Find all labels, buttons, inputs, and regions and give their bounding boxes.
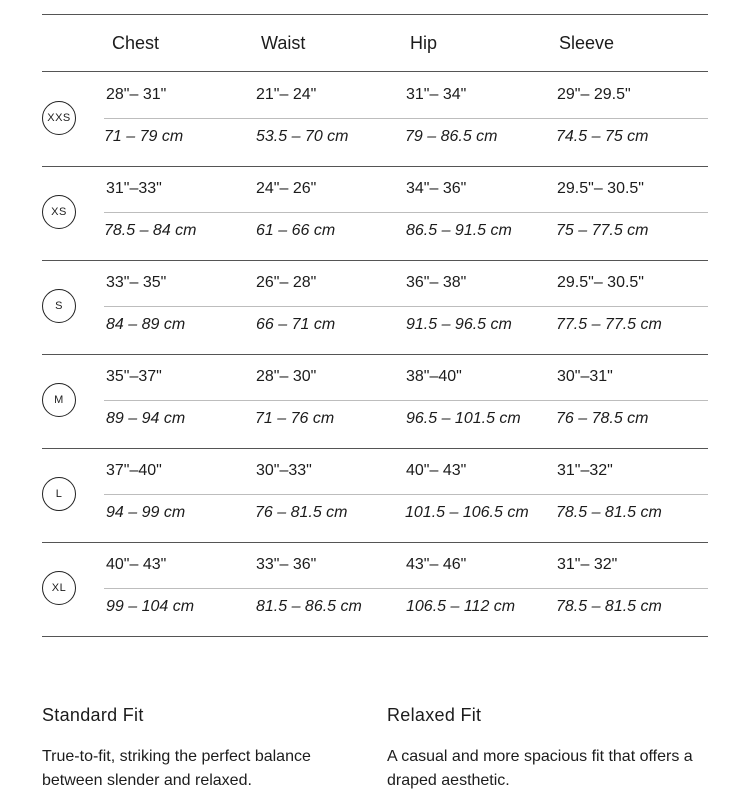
sleeve-inches: 30"–31" xyxy=(557,368,613,385)
row-inner-divider xyxy=(104,306,708,307)
waist-inches: 26"– 28" xyxy=(256,274,317,291)
chest-cm: 84 – 89 cm xyxy=(106,316,186,333)
row-inner-divider xyxy=(104,494,708,495)
chest-cm: 99 – 104 cm xyxy=(106,598,195,615)
relaxed-fit-section xyxy=(387,705,717,793)
size-badge: XL xyxy=(42,571,76,605)
standard-fit-description: True-to-fit, striking the perfect balance between slender and relaxed. xyxy=(42,748,311,789)
chest-inches: 35"–37" xyxy=(106,368,162,385)
chest-inches: 33"– 35" xyxy=(106,274,167,291)
hip-inches: 40"– 43" xyxy=(406,462,467,479)
header-sleeve: Sleeve xyxy=(559,33,615,53)
size-row-l xyxy=(42,448,708,542)
waist-inches: 24"– 26" xyxy=(256,180,317,197)
sleeve-cm: 77.5 – 77.5 cm xyxy=(556,316,662,333)
row-inner-divider xyxy=(104,400,708,401)
chest-cm: 94 – 99 cm xyxy=(106,504,186,521)
size-badge: M xyxy=(42,383,76,417)
chest-inches: 40"– 43" xyxy=(106,556,167,573)
hip-cm: 106.5 – 112 cm xyxy=(406,598,516,615)
size-badge: XS xyxy=(42,195,76,229)
chest-cm: 78.5 – 84 cm xyxy=(104,222,197,239)
waist-inches: 21"– 24" xyxy=(256,86,317,103)
sleeve-cm: 74.5 – 75 cm xyxy=(556,128,649,145)
waist-cm: 76 – 81.5 cm xyxy=(255,504,348,521)
chest-inches: 37"–40" xyxy=(106,462,162,479)
hip-cm: 91.5 – 96.5 cm xyxy=(406,316,512,333)
row-inner-divider xyxy=(104,212,708,213)
table-header xyxy=(42,15,708,71)
waist-inches: 30"–33" xyxy=(256,462,312,479)
hip-inches: 36"– 38" xyxy=(406,274,467,291)
size-badge: S xyxy=(42,289,76,323)
sleeve-cm: 75 – 77.5 cm xyxy=(556,222,649,239)
row-divider xyxy=(42,636,708,637)
chest-cm: 71 – 79 cm xyxy=(104,128,184,145)
standard-fit-section xyxy=(42,705,372,793)
hip-inches: 38"–40" xyxy=(406,368,462,385)
sleeve-inches: 31"– 32" xyxy=(557,556,618,573)
sleeve-cm: 78.5 – 81.5 cm xyxy=(556,598,662,615)
waist-cm: 61 – 66 cm xyxy=(256,222,336,239)
relaxed-fit-title: Relaxed Fit xyxy=(387,705,482,725)
sleeve-cm: 78.5 – 81.5 cm xyxy=(556,504,662,521)
size-row-m xyxy=(42,354,708,448)
waist-cm: 71 – 76 cm xyxy=(255,410,335,427)
hip-cm: 96.5 – 101.5 cm xyxy=(406,410,521,427)
sleeve-inches: 29"– 29.5" xyxy=(557,86,631,103)
size-row-xl xyxy=(42,542,708,636)
chest-inches: 28"– 31" xyxy=(106,86,167,103)
relaxed-fit-description: A casual and more spacious fit that offers a draped aesthetic. xyxy=(387,748,693,789)
hip-cm: 79 – 86.5 cm xyxy=(405,128,498,145)
size-badge: L xyxy=(42,477,76,511)
hip-inches: 43"– 46" xyxy=(406,556,467,573)
waist-cm: 66 – 71 cm xyxy=(256,316,336,333)
chest-cm: 89 – 94 cm xyxy=(106,410,186,427)
header-chest: Chest xyxy=(112,33,160,53)
waist-inches: 33"– 36" xyxy=(256,556,317,573)
header-waist: Waist xyxy=(261,33,306,53)
sleeve-inches: 29.5"– 30.5" xyxy=(557,180,644,197)
standard-fit-title: Standard Fit xyxy=(42,705,144,725)
sleeve-inches: 29.5"– 30.5" xyxy=(557,274,644,291)
sleeve-cm: 76 – 78.5 cm xyxy=(556,410,649,427)
size-row-xs xyxy=(42,166,708,260)
hip-cm: 101.5 – 106.5 cm xyxy=(405,504,529,521)
hip-inches: 31"– 34" xyxy=(406,86,467,103)
size-badge: XXS xyxy=(42,101,76,135)
chest-inches: 31"–33" xyxy=(106,180,162,197)
size-row-xxs xyxy=(42,72,708,166)
hip-inches: 34"– 36" xyxy=(406,180,467,197)
header-hip: Hip xyxy=(410,33,438,53)
waist-inches: 28"– 30" xyxy=(256,368,317,385)
row-inner-divider xyxy=(104,118,708,119)
hip-cm: 86.5 – 91.5 cm xyxy=(406,222,512,239)
waist-cm: 53.5 – 70 cm xyxy=(256,128,349,145)
waist-cm: 81.5 – 86.5 cm xyxy=(256,598,362,615)
row-inner-divider xyxy=(104,588,708,589)
sleeve-inches: 31"–32" xyxy=(557,462,613,479)
size-row-s xyxy=(42,260,708,354)
